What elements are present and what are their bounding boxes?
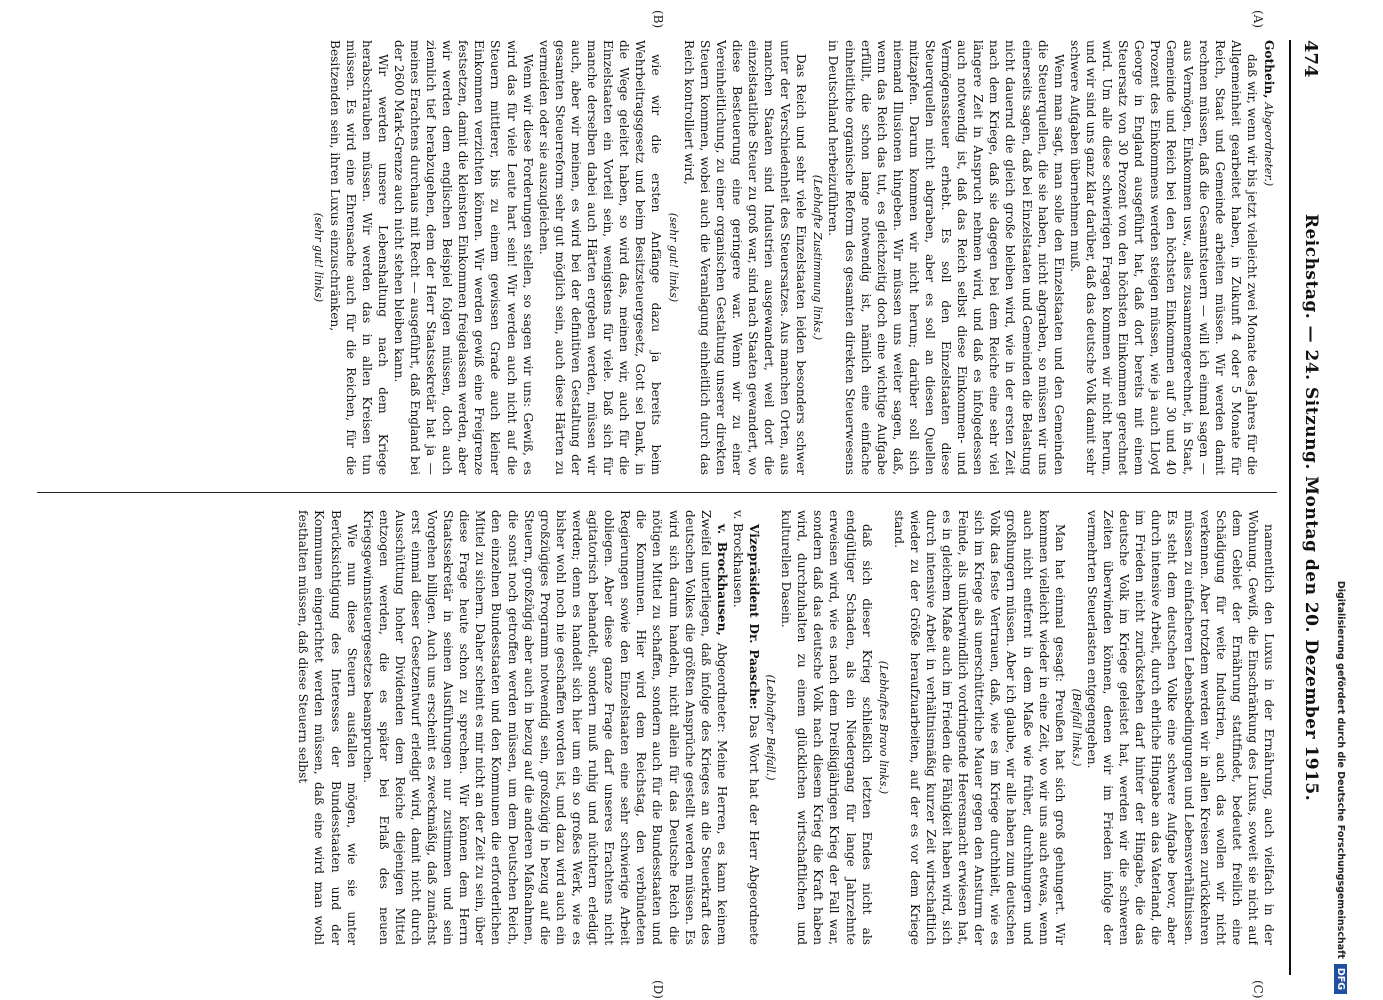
running-header (1285, 40, 1325, 975)
paragraph (891, 510, 1068, 945)
paragraph-text: Wenn wir diese Forderungen stellen, so sagen wir uns: Gewiß, es wird das für viele Leute hart sein! Wir werden auch nicht auf die Steuern mittlerer, bis zu einem gewissen Grade auch kleiner Einkommen verzichten können. Wir werden gewiß eine Freigrenze festsetzen, damit die kleinsten Einkommen freigelassen werden, aber wir werden dem englischen Beispiel folgen müssen, doch auch ziemlich tief herabzugehen, dem der Herr Staatssekretär hat ja — meines Erachtens durchaus mit Recht — ausgeführt, daß England bei der 2600 Mark-Grenze auch nicht stehen bleiben kann. (391, 40, 535, 475)
page-number: 474 (1300, 40, 1321, 78)
speaker-name: Gothein, (1262, 40, 1276, 99)
paragraph (730, 510, 762, 945)
note-text: (sehr gut! links) (666, 212, 680, 303)
rotated-page (25, 10, 1325, 999)
running-title: Reichstag. — 24. Sitzung. Montag den 20. Dezember 1915. (1301, 213, 1321, 802)
paragraph-text: Das Reich und sehr viele Einzelstaaten leiden besonders schwer unter der Verschiedenheit des Steuersatzes. Aus manchen Orten, aus manchen Staaten sind Industrien ausgewandert, weil dort die einzelstaatliche Steuer zu groß war, sind nach Staaten gewandert, wo diese Besteuerung eine geringere war. Wenn wir zu einer Vereinheitlichung, zu einer organischen Gestaltung unserer direkten Steuern kommen, wobei auch die Veranlagung einheitlich durch das Reich kontrolliert wird, (681, 40, 809, 475)
applause-note (762, 510, 778, 945)
paragraph-text: Wenn man sagt, man solle den Einzelstaaten und den Gemeinden die Steuerquellen, die sie haben, nicht abgraben, so müssen wir uns einerseits sagen, daß bei Einzelstaaten und Gemeinden die Belastung nicht dauernd die gleich große bleiben wird, wie in der ersten Zeit nach dem Kriege, daß sie dagegen bei dem Reiche eine sehr viel längere Zeit in Anspruch nehmen wird, und daß es infolgedessen auch notwendig ist, daß das Reich selbst diese Einkommen- und Vermögenssteuer erhebt. Es soll den Einzelstaaten diese Steuerquellen nicht abgraben, aber es soll an diesen Quellen mitzapfen. Darum kommen wir nicht herum; darüber soll sich niemand Illusionen hingeben. Wir müssen uns weiter sagen, daß, wenn das Reich das tut, es gleichzeitig doch eine wichtige Aufgabe erfüllt, die schon lange notwendig ist, nämlich eine einfache einheitliche organische Reform des gesamten direkten Steuerwesens in Deutschland herbeizuführen. (826, 40, 1066, 475)
speaker-role: Abgeordneter.) (1262, 102, 1275, 187)
column-divider (37, 492, 1277, 493)
paragraph (681, 40, 810, 475)
paragraph (778, 510, 875, 945)
margin-marker-b: (B) (651, 10, 665, 29)
paragraph-text: Das Wort hat der Herr Abgeordnete v. Brockhausen. (730, 510, 761, 945)
paragraph-text: Wir werden unsere Lebenshaltung nach dem Kriege herabschrauben müssen. Wir werden das in allen Kreisen tun müssen. Es wird eine Ehrensache auch für die Reichen, für die Besitzenden sein, ihren Luxus einzuschränken, (327, 40, 390, 475)
margin-marker-a: (A) (1251, 10, 1265, 29)
applause-note (875, 510, 891, 945)
applause-note (809, 40, 825, 475)
text-column-left (37, 40, 1277, 475)
note-text: (Lebhaftes Bravo links.) (876, 660, 890, 795)
credit-text: Digitalisierung gefördert durch die Deutsche Forschungsgemeinschaft (1335, 580, 1347, 959)
digitization-credit (1330, 0, 1352, 1000)
paragraph (360, 510, 730, 945)
applause-note (310, 40, 326, 475)
paragraph-text: Abgeordneter: Meine Herren, es kann keinem Zweifel unterliegen, daß infolge des Krieges an die Steuerkraft des deutschen Volkes die größten Ansprüche gestellt werden müssen. Es wird sich darum handeln, nicht allein für das Deutsche Reich die nötigen Mittel zu schaffen, sondern auch für die Bundesstaaten und die Kommunen. Hier wird dem Reichstag, den verbündeten Regierungen sowie den Einzelstaaten eine sehr schwierige Arbeit obliegen. Aber diese ganze Frage darf unseres Erachtens nicht agitatorisch behandelt, sondern muß ruhig und nüchtern erledigt werden; denn es handelt sich hier um ein so großes Werk, wie es bisher wohl noch nie geschaffen worden ist, und dazu wird auch ein großzügiges Programm notwendig sein, großzügig in bezug auf die Steuern, großzügig aber auch in bezug auf die anderen Maßnahmen, die sonst noch getroffen werden müssen, um dem Deutschen Reich, den einzelnen Bundesstaaten und den Kommunen die erforderlichen Mittel zu sichern. Daher scheint es mir nicht an der Zeit zu sein, über diese Frage heute schon zu sprechen. Wir können dem Herrn Staatssekretär in seinen Ausführungen nur zustimmen und sein Vorgehen billigen. Auch uns erscheint es zweckmäßig, daß zunächst erst einmal dieser Gesetzentwurf erledigt wird, damit nicht durch Ausschüttung hoher Dividenden dem Reiche diejenigen Mittel entzogen werden, die es später bei Erlaß des neuen Kriegsgewinnsteuergesetzes beanspruchen. (360, 510, 729, 945)
paragraph (295, 510, 359, 945)
note-text: (Lebhafte Zustimmung links.) (811, 174, 825, 341)
applause-note (1068, 510, 1084, 945)
paragraph (1260, 40, 1277, 475)
margin-marker-c: (C) (1251, 980, 1265, 999)
speaker-name: v. Brockhausen, (714, 524, 729, 636)
margin-marker-d: (D) (651, 980, 665, 999)
note-text: (Beifall links.) (1069, 688, 1083, 767)
note-text: (Lebhafter Beifall.) (764, 674, 778, 781)
text-column-right (37, 510, 1277, 945)
applause-note (664, 40, 680, 475)
paragraph (1084, 510, 1277, 945)
speaker-name: Vizepräsident Dr. Paasche: (747, 524, 761, 710)
paragraph (536, 40, 665, 475)
paragraph (326, 40, 390, 475)
paragraph-text: daß wir, wenn wir bis jetzt vielleicht zwei Monate des Jahres für die Allgemeinheit gearbeitet haben, in Zukunft 4 oder 5 Monate für Reich, Staat und Gemeinde arbeiten müssen. Wir werden damit rechnen müssen, daß die Gesamtsteuern — will ich einmal sagen — aus Vermögen, Einkommen usw., alles zusammengerechnet, in Staat, Gemeinde und Reich bei den höchsten Einkommen auf 30 und 40 Prozent des Einkommens werden steigen müssen, wie ja auch Lloyd George in England ausgeführt hat, daß dort bereits mit einem Steuersatz von 30 Prozent von den höchsten Einkommen gerechnet wird. Um alle diese schwierigen Fragen kommen wir nicht herum, und wir sind uns ganz klar darüber, daß das deutsche Volk damit sehr schwere Aufgaben übernehmen muß. (1067, 40, 1259, 475)
dfg-logo: DFG (1335, 964, 1348, 994)
header-rule (1289, 40, 1291, 975)
paragraph-text: namentlich den Luxus in der Ernährung, auch vielfach in der Wohnung. Gewiß, die Einschränkung des Luxus, soweit sie nicht auf dem Gebiet der Ernährung stattfindet, bedeutet freilich eine Schädigung für weite Industrien, auch das wollen wir nicht verkennen. Aber trotzdem werden wir in allen Kreisen zurückkehren müssen zu einfacheren Lebensbedingungen und Lebensverhältnissen. Es steht dem deutschen Volke eine schwere Aufgabe bevor, aber durch intensive Arbeit, durch ehrliche Hingabe an das Vaterland, die im Frieden nicht zurückstehen darf hinter der Hingabe, die das deutsche Volk im Kriege geleistet hat, werden wir die schweren Zeiten überwinden können, denen wir im Frieden infolge der vermehrten Steuerlasten entgegengehen. (1084, 510, 1276, 945)
note-text: (sehr gut! links) (312, 212, 326, 303)
paragraph (391, 40, 536, 475)
paragraph-text: Man hat einmal gesagt: Preußen hat sich groß gehungert. Wir kommen vielleicht wieder in eine Zeit, wo wir uns auch etwas, wenn auch nicht entfernt in dem Maße wie früher, durchhungern und großhungern müssen. Aber ich glaube, wir alle haben zum deutschen Volk das feste Vertrauen, daß, wie es im Kriege durchhielt, wie es sich im Kriege als unerschütterliche Mauer gegen den Ansturm der Feinde, als unüberwindlich vordringende Heeresmacht erwiesen hat, es in gleichem Maße auch im Frieden die Fähigkeit haben wird, sich durch intensive Arbeit in verhältnismäßig kurzer Zeit wirtschaftlich wieder zu der Größe heraufzuarbeiten, auf der es vor dem Kriege stand. (891, 510, 1067, 945)
paragraph-text: Wie nun diese Steuern ausfallen mögen, wie sie unter Berücksichtigung des Interesses der Bundesstaaten und der Kommunen eingerichtet werden müssen, daß eine wird man wohl festhalten müssen, daß diese Steuern selbst (296, 510, 359, 945)
paragraph (825, 40, 1066, 475)
paragraph-text: wie wir die ersten Anfänge dazu ja bereits beim Wehrbeitragsgesetz und beim Besitzsteuergesetz, Gott sei Dank, in die Wege geleitet haben, so wird das, meinen wir, auch für die Einzelstaaten ein Vorteil sein, wenigstens für viele. Daß sich für manche derselben dabei auch Härten ergeben werden, müssen wir auch, aber wir meinen, es wird bei der definitiven Gestaltung der gesamten Steuerreform sehr gut möglich sein, auch diese Härten zu vermeiden oder sie auszugleichen. (536, 40, 664, 475)
paragraph-text: daß sich dieser Krieg schließlich letzten Endes nicht als endgültiger Schaden, als ein Niedergang für lange Jahrzehnte erweisen wird, wie es nach dem Dreißigjährigen Krieg der Fall war, sondern daß das deutsche Volk nach diesem Krieg die Kraft haben wird, durchzuhalten zu einem glücklichen wirtschaftlichen und kulturellen Dasein. (779, 510, 874, 945)
paragraph (1067, 40, 1260, 475)
